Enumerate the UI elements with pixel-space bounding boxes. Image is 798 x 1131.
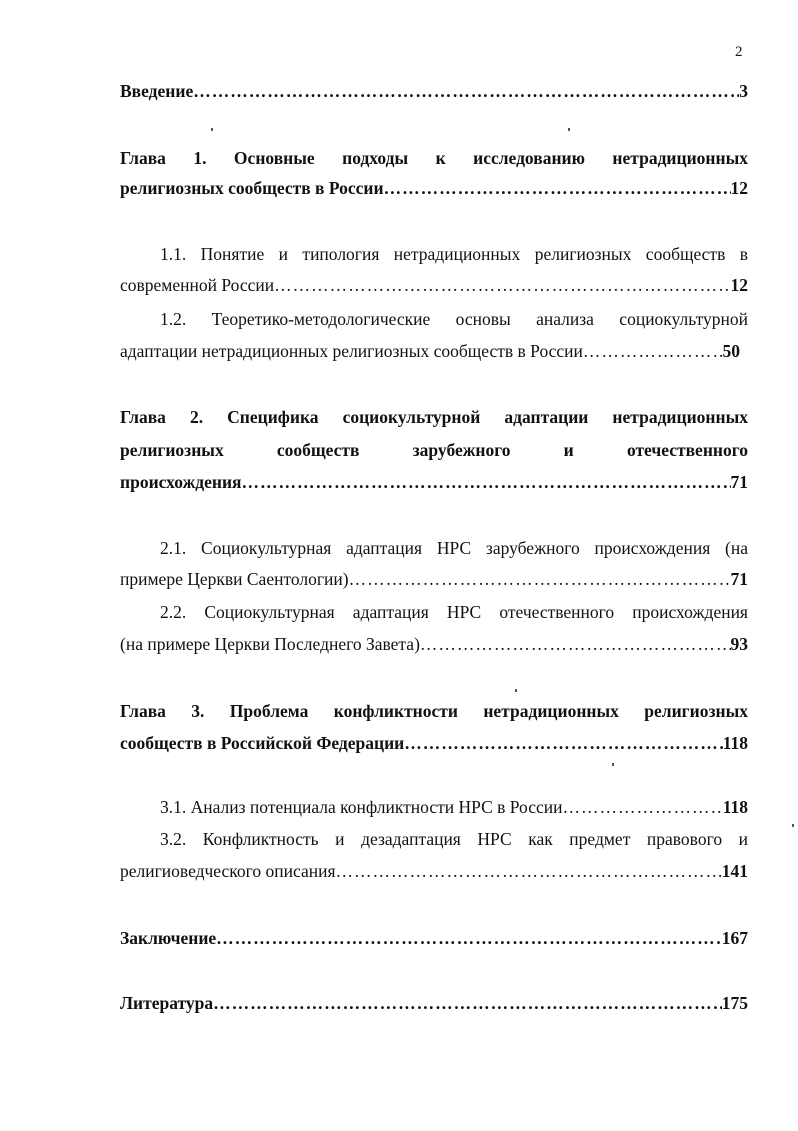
leader-dots <box>242 472 731 492</box>
leader-dots <box>583 341 723 361</box>
leader-dots <box>193 81 739 101</box>
toc-title: современной России <box>120 275 275 295</box>
toc-title: Заключение <box>120 928 217 948</box>
toc-section-2-1-line-2 <box>120 569 748 589</box>
toc-section-1-2-line-2 <box>120 341 740 361</box>
toc-section-1-1-line-1: 1.1. Понятие и типология нетрадиционных религиозных сообществ в <box>160 244 748 264</box>
toc-title: 3.1. Анализ потенциала конфликтности НРС в России <box>160 797 563 817</box>
toc-page: 12 <box>730 178 748 198</box>
toc-page: 71 <box>730 472 748 492</box>
toc-title: сообществ в Российской Федерации <box>120 733 405 753</box>
leader-dots <box>384 178 731 198</box>
toc-chapter-1-line-2 <box>120 178 748 198</box>
leader-dots <box>216 928 722 948</box>
toc-page: 3 <box>739 81 748 101</box>
leader-dots <box>563 797 723 817</box>
toc-chapter-2-line-2: религиозных сообществ зарубежного и отечественного <box>120 440 748 460</box>
toc-entry-literature <box>120 993 748 1013</box>
toc-section-1-2-line-1: 1.2. Теоретико-методологические основы анализа социокультурной <box>160 309 748 329</box>
scan-speck <box>568 128 570 131</box>
toc-title: адаптации нетрадиционных религиозных сообществ в России <box>120 341 583 361</box>
leader-dots <box>336 861 722 881</box>
leader-dots <box>213 993 722 1013</box>
toc-chapter-3-line-1: Глава 3. Проблема конфликтности нетрадиционных религиозных <box>120 701 748 721</box>
toc-section-1-1-line-2 <box>120 275 748 295</box>
toc-title: (на примере Церкви Последнего Завета) <box>120 634 420 654</box>
toc-section-3-1 <box>160 797 748 817</box>
scan-speck <box>211 128 213 131</box>
toc-page: 118 <box>722 797 748 817</box>
leader-dots <box>274 275 730 295</box>
leader-dots <box>404 733 722 753</box>
scan-speck <box>612 763 614 766</box>
toc-title: религиоведческого описания <box>120 861 336 881</box>
toc-title: религиозных сообществ в России <box>120 178 384 198</box>
toc-title: Введение <box>120 81 194 101</box>
leader-dots <box>420 634 731 654</box>
toc-chapter-3-line-2 <box>120 733 748 753</box>
leader-dots <box>349 569 731 589</box>
toc-title: Литература <box>120 993 214 1013</box>
toc-section-2-2-line-2 <box>120 634 748 654</box>
toc-page: 50 <box>722 341 740 361</box>
page-number: 2 <box>735 44 743 60</box>
toc-section-2-1-line-1: 2.1. Социокультурная адаптация НРС зарубежного происхождения (на <box>160 538 748 558</box>
toc-section-3-2-line-1: 3.2. Конфликтность и дезадаптация НРС как предмет правового и <box>160 829 748 849</box>
scan-speck <box>792 824 794 827</box>
toc-entry-conclusion <box>120 928 748 948</box>
scan-speck <box>515 689 517 692</box>
toc-page: 12 <box>730 275 748 295</box>
toc-chapter-2-line-1: Глава 2. Специфика социокультурной адаптации нетрадиционных <box>120 407 748 427</box>
toc-section-2-2-line-1: 2.2. Социокультурная адаптация НРС отечественного происхождения <box>160 602 748 622</box>
toc-page: 118 <box>722 733 748 753</box>
toc-page: 141 <box>721 861 748 881</box>
toc-chapter-1-line-1: Глава 1. Основные подходы к исследованию нетрадиционных <box>120 148 748 168</box>
toc-title: происхождения <box>120 472 242 492</box>
toc-page: 71 <box>730 569 748 589</box>
toc-entry-intro <box>120 81 748 101</box>
toc-page: 93 <box>730 634 748 654</box>
toc-page: 167 <box>721 928 748 948</box>
toc-title: примере Церкви Саентологии) <box>120 569 349 589</box>
toc-page: 175 <box>721 993 748 1013</box>
toc-section-3-2-line-2 <box>120 861 748 881</box>
toc-chapter-2-line-3 <box>120 472 748 492</box>
